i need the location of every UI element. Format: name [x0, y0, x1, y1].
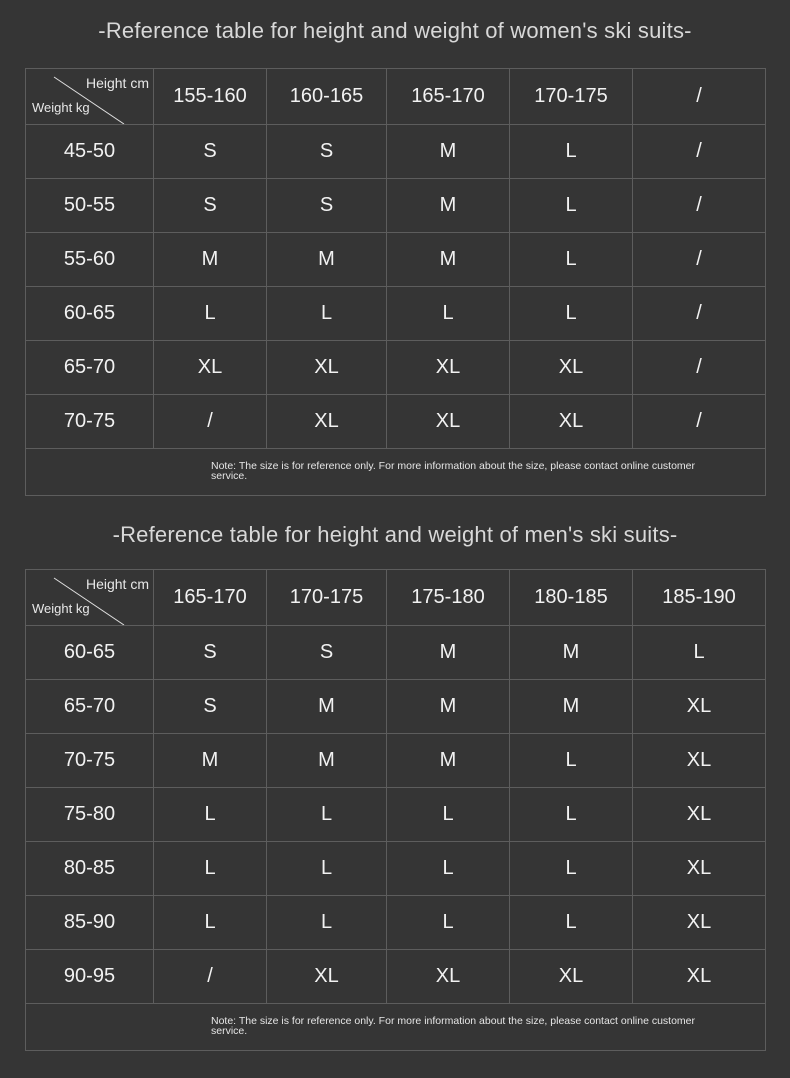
women-table-title: -Reference table for height and weight of women's ski suits- — [98, 18, 692, 43]
table-row — [26, 680, 765, 734]
size-cell: XL — [387, 341, 510, 394]
weight-cell: 70-75 — [26, 734, 154, 787]
weight-cell: 65-70 — [26, 341, 154, 394]
size-cell: XL — [267, 950, 387, 1003]
height-header: 185-190 — [662, 586, 736, 608]
height-header: 165-170 — [154, 570, 267, 625]
weight-cell: 60-65 — [26, 626, 154, 679]
size-cell: S — [267, 179, 387, 232]
size-cell: L — [267, 842, 387, 895]
height-header: / — [696, 85, 702, 107]
size-cell: L — [510, 179, 633, 232]
size-cell: XL — [686, 857, 712, 879]
size-cell: M — [387, 233, 510, 286]
table-row — [26, 287, 765, 341]
weight-cell: 45-50 — [26, 125, 154, 178]
size-cell: M — [387, 626, 510, 679]
height-header: 180-185 — [510, 570, 633, 625]
size-cell: L — [510, 125, 633, 178]
size-cell: / — [696, 140, 702, 162]
size-cell: / — [154, 950, 267, 1003]
weight-axis-label: Weight kg — [32, 601, 90, 616]
men-table-title: -Reference table for height and weight of men's ski suits- — [112, 522, 678, 547]
size-cell: L — [510, 896, 633, 949]
size-cell: M — [154, 233, 267, 286]
size-cell: XL — [686, 911, 712, 933]
height-header: 170-175 — [267, 570, 387, 625]
size-cell: L — [267, 788, 387, 841]
weight-cell: 80-85 — [26, 842, 154, 895]
size-cell: L — [510, 233, 633, 286]
weight-cell: 50-55 — [26, 179, 154, 232]
men-size-table — [25, 569, 766, 1051]
weight-cell: 65-70 — [26, 680, 154, 733]
size-cell: S — [154, 125, 267, 178]
size-cell: L — [387, 842, 510, 895]
size-cell: / — [696, 302, 702, 324]
height-header: 160-165 — [267, 69, 387, 124]
corner-header-cell — [26, 69, 154, 124]
table-header-row — [26, 570, 765, 626]
weight-cell: 75-80 — [26, 788, 154, 841]
weight-axis-label: Weight kg — [32, 100, 90, 115]
size-cell: L — [267, 287, 387, 340]
weight-cell: 90-95 — [26, 950, 154, 1003]
size-cell: M — [387, 680, 510, 733]
size-cell: XL — [387, 395, 510, 448]
size-cell: XL — [686, 803, 712, 825]
size-note: Note: The size is for reference only. For more information about the size, please contact online customer service. — [211, 1015, 696, 1037]
size-cell: L — [510, 287, 633, 340]
table-row — [26, 842, 765, 896]
size-cell: S — [154, 680, 267, 733]
size-cell: S — [154, 626, 267, 679]
women-size-table — [25, 68, 766, 496]
size-cell: M — [387, 125, 510, 178]
size-cell: L — [510, 842, 633, 895]
table-row — [26, 950, 765, 1004]
size-cell: / — [696, 194, 702, 216]
table-row — [26, 233, 765, 287]
table-row — [26, 125, 765, 179]
table-header-row — [26, 69, 765, 125]
size-cell: XL — [387, 950, 510, 1003]
size-cell: XL — [510, 395, 633, 448]
corner-header-cell — [26, 570, 154, 625]
size-cell: L — [154, 287, 267, 340]
size-cell: M — [154, 734, 267, 787]
table-row — [26, 395, 765, 449]
size-cell: XL — [267, 341, 387, 394]
size-cell: L — [154, 842, 267, 895]
table-row — [26, 788, 765, 842]
size-cell: L — [154, 896, 267, 949]
size-cell: L — [510, 734, 633, 787]
size-cell: M — [387, 734, 510, 787]
weight-cell: 85-90 — [26, 896, 154, 949]
size-cell: L — [510, 788, 633, 841]
size-note: Note: The size is for reference only. For more information about the size, please contact online customer service. — [211, 460, 696, 482]
size-cell: L — [154, 788, 267, 841]
height-axis-label: Height cm — [85, 75, 149, 91]
size-cell: S — [267, 125, 387, 178]
size-cell: L — [387, 896, 510, 949]
size-cell: M — [510, 626, 633, 679]
height-axis-label: Height cm — [85, 576, 149, 592]
size-cell: / — [154, 395, 267, 448]
table-row — [26, 179, 765, 233]
size-cell: L — [267, 896, 387, 949]
table-row — [26, 626, 765, 680]
table-row — [26, 896, 765, 950]
size-cell: L — [387, 287, 510, 340]
size-cell: XL — [154, 341, 267, 394]
size-cell: XL — [510, 950, 633, 1003]
note-row — [26, 1004, 765, 1050]
table-row — [26, 341, 765, 395]
weight-cell: 55-60 — [26, 233, 154, 286]
size-cell: / — [696, 248, 702, 270]
size-cell: XL — [686, 695, 712, 717]
weight-cell: 60-65 — [26, 287, 154, 340]
height-header: 165-170 — [387, 69, 510, 124]
size-cell: XL — [267, 395, 387, 448]
size-cell: XL — [510, 341, 633, 394]
size-cell: / — [696, 356, 702, 378]
size-cell: S — [267, 626, 387, 679]
size-cell: XL — [686, 965, 712, 987]
size-cell: M — [387, 179, 510, 232]
size-cell: L — [387, 788, 510, 841]
weight-cell: 70-75 — [26, 395, 154, 448]
table-row — [26, 734, 765, 788]
size-cell: L — [693, 641, 705, 663]
size-cell: S — [154, 179, 267, 232]
note-row — [26, 449, 765, 495]
height-header: 175-180 — [387, 570, 510, 625]
size-cell: M — [267, 734, 387, 787]
size-cell: M — [267, 233, 387, 286]
height-header: 170-175 — [510, 69, 633, 124]
size-cell: M — [267, 680, 387, 733]
height-header: 155-160 — [154, 69, 267, 124]
size-cell: M — [510, 680, 633, 733]
size-cell: XL — [686, 749, 712, 771]
size-cell: / — [696, 410, 702, 432]
